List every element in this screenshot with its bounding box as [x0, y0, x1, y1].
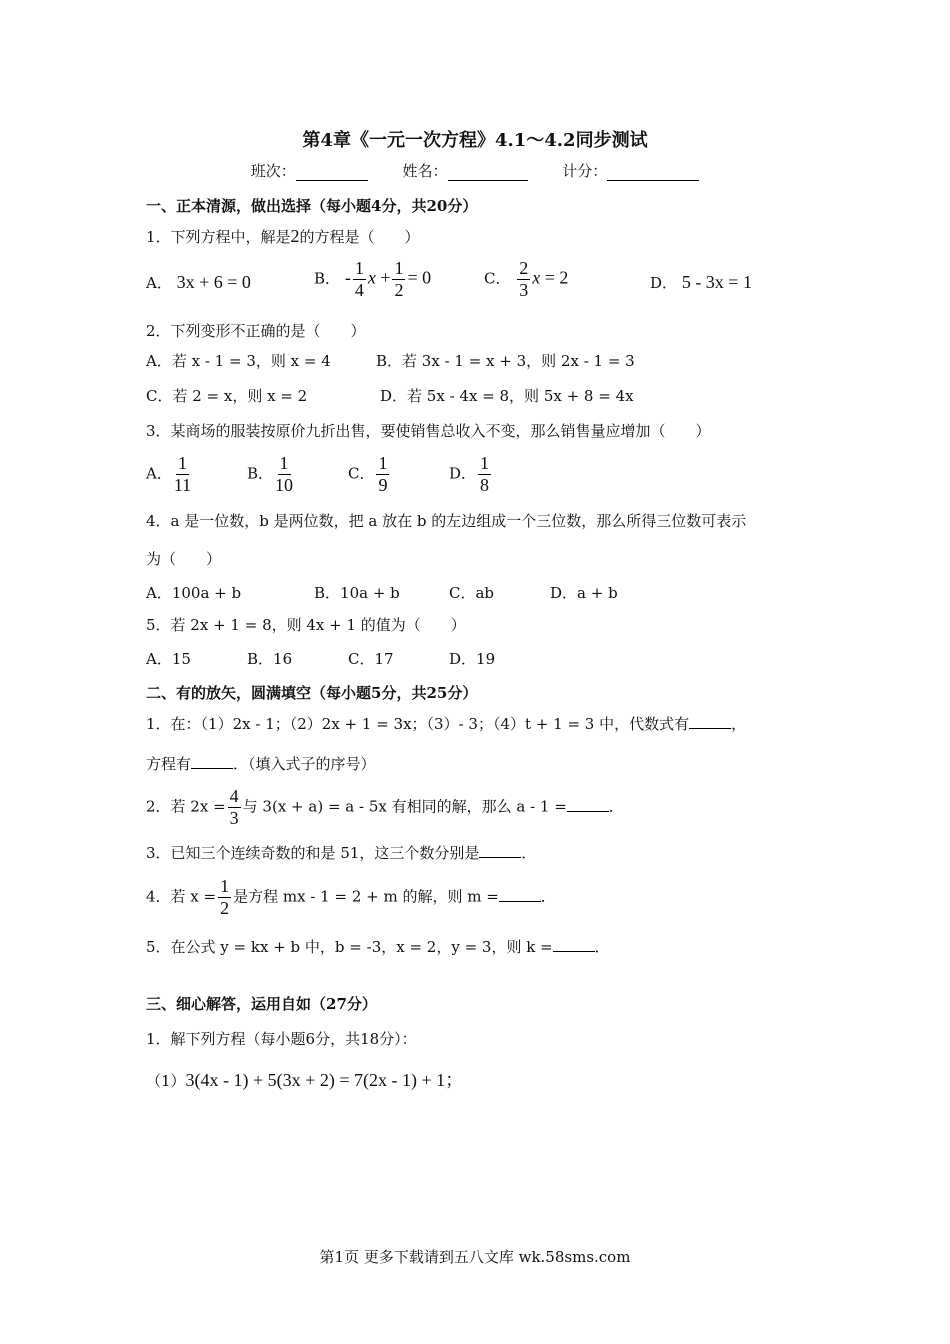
- s1-q4-option-c: C．ab: [449, 584, 495, 602]
- s3-q1-part1: （1）3(4x - 1) + 5(3x + 2) = 7(2x - 1) + 1；: [146, 1070, 464, 1090]
- s2-q5: 5．在公式 y = kx + b 中，b = -3，x = 2，y = 3，则 k = ．: [146, 938, 610, 956]
- class-label: 班次：: [250, 162, 296, 180]
- s1-q1-option-a: A． 3x + 6 = 0: [146, 272, 251, 292]
- s1-q2-stem: 2．下列变形不正确的是（ ）: [146, 322, 366, 340]
- s1-q4-option-a: A．100a + b: [146, 584, 242, 602]
- answer-blank: [479, 843, 521, 858]
- s1-q2-option-d: D．若 5x - 4x = 8，则 5x + 8 = 4x: [380, 387, 634, 405]
- score-blank: [607, 164, 699, 181]
- s3-q1-stem: 1．解下列方程（每小题6分，共18分）：: [146, 1030, 417, 1048]
- s2-q1-line1: 1．在：（1）2x - 1；（2）2x + 1 = 3x；（3）- 3；（4）t + 1 = 3 中，代数式有 ，: [146, 715, 747, 733]
- answer-blank: [567, 797, 609, 812]
- score-label: 计分：: [562, 162, 608, 180]
- answer-blank: [689, 714, 731, 729]
- s1-q1-option-c: C． $\frac{2}{3}$ x = 2: [484, 258, 569, 300]
- page-footer: 第1页 更多下载请到五八文库 wk.58sms.com: [319, 1248, 631, 1266]
- s2-q3: 3．已知三个连续奇数的和是 51，这三个数分别是 ．: [146, 844, 537, 862]
- s1-q4-option-b: B．10a + b: [314, 584, 400, 602]
- s1-q5-stem: 5．若 2x + 1 = 8，则 4x + 1 的值为（ ）: [146, 616, 466, 634]
- s1-q3-option-c: C． $\frac{1}{9}$: [348, 453, 388, 495]
- name-blank: [448, 164, 528, 181]
- s2-q4: 4．若 x = $\frac{1}{2}$ 是方程 mx - 1 = 2 + m 的解，则 m = ．: [146, 876, 556, 918]
- answer-blank: [191, 754, 233, 769]
- name-label: 姓名：: [402, 162, 448, 180]
- s1-q2-option-c: C．若 2 = x，则 x = 2: [146, 387, 308, 405]
- answer-blank: [499, 887, 541, 902]
- s1-q5-option-c: C．17: [348, 650, 394, 668]
- s1-q5-option-d: D．19: [449, 650, 496, 668]
- answer-blank: [553, 937, 595, 952]
- s1-q1-option-b: B． - $\frac{1}{4}$ x + $\frac{1}{2}$ = 0: [314, 258, 432, 300]
- s1-q3-option-d: D． $\frac{1}{8}$: [449, 453, 490, 495]
- s1-q3-option-b: B． $\frac{1}{10}$: [247, 453, 294, 495]
- s1-q3-option-a: A． $\frac{1}{11}$: [146, 453, 192, 495]
- section3-heading: 三、细心解答，运用自如（27分）: [146, 995, 377, 1013]
- s1-q4-stem-line2: 为（ ）: [146, 550, 222, 568]
- s1-q5-option-a: A．15: [146, 650, 191, 668]
- s2-q2: 2．若 2x = $\frac{4}{3}$ 与 3(x + a) = a - 5x 有相同的解，那么 a - 1 = ．: [146, 786, 624, 828]
- class-blank: [296, 164, 368, 181]
- section1-heading: 一、正本清源，做出选择（每小题4分，共20分）: [146, 197, 478, 215]
- s1-q2-option-b: B．若 3x - 1 = x + 3，则 2x - 1 = 3: [376, 352, 635, 370]
- s1-q1-stem: 1．下列方程中，解是2的方程是（ ）: [146, 226, 420, 246]
- s1-q3-stem: 3．某商场的服装按原价九折出售，要使销售总收入不变，那么销售量应增加（ ）: [146, 422, 711, 440]
- s2-q1-line2: 方程有 ．（填入式子的序号）: [146, 755, 376, 773]
- page-title: 第4章《一元一次方程》4.1～4.2同步测试: [302, 130, 648, 151]
- s1-q2-option-a: A．若 x - 1 = 3，则 x = 4: [146, 352, 331, 370]
- info-line: [0, 160, 950, 181]
- section2-heading: 二、有的放矢，圆满填空（每小题5分，共25分）: [146, 684, 478, 702]
- s1-q1-option-d: D． 5 - 3x = 1: [650, 272, 752, 292]
- s1-q4-stem-line1: 4．a 是一位数，b 是两位数，把 a 放在 b 的左边组成一个三位数，那么所得三位数可表示: [146, 512, 747, 530]
- s1-q5-option-b: B．16: [247, 650, 293, 668]
- s1-q4-option-d: D．a + b: [550, 584, 618, 602]
